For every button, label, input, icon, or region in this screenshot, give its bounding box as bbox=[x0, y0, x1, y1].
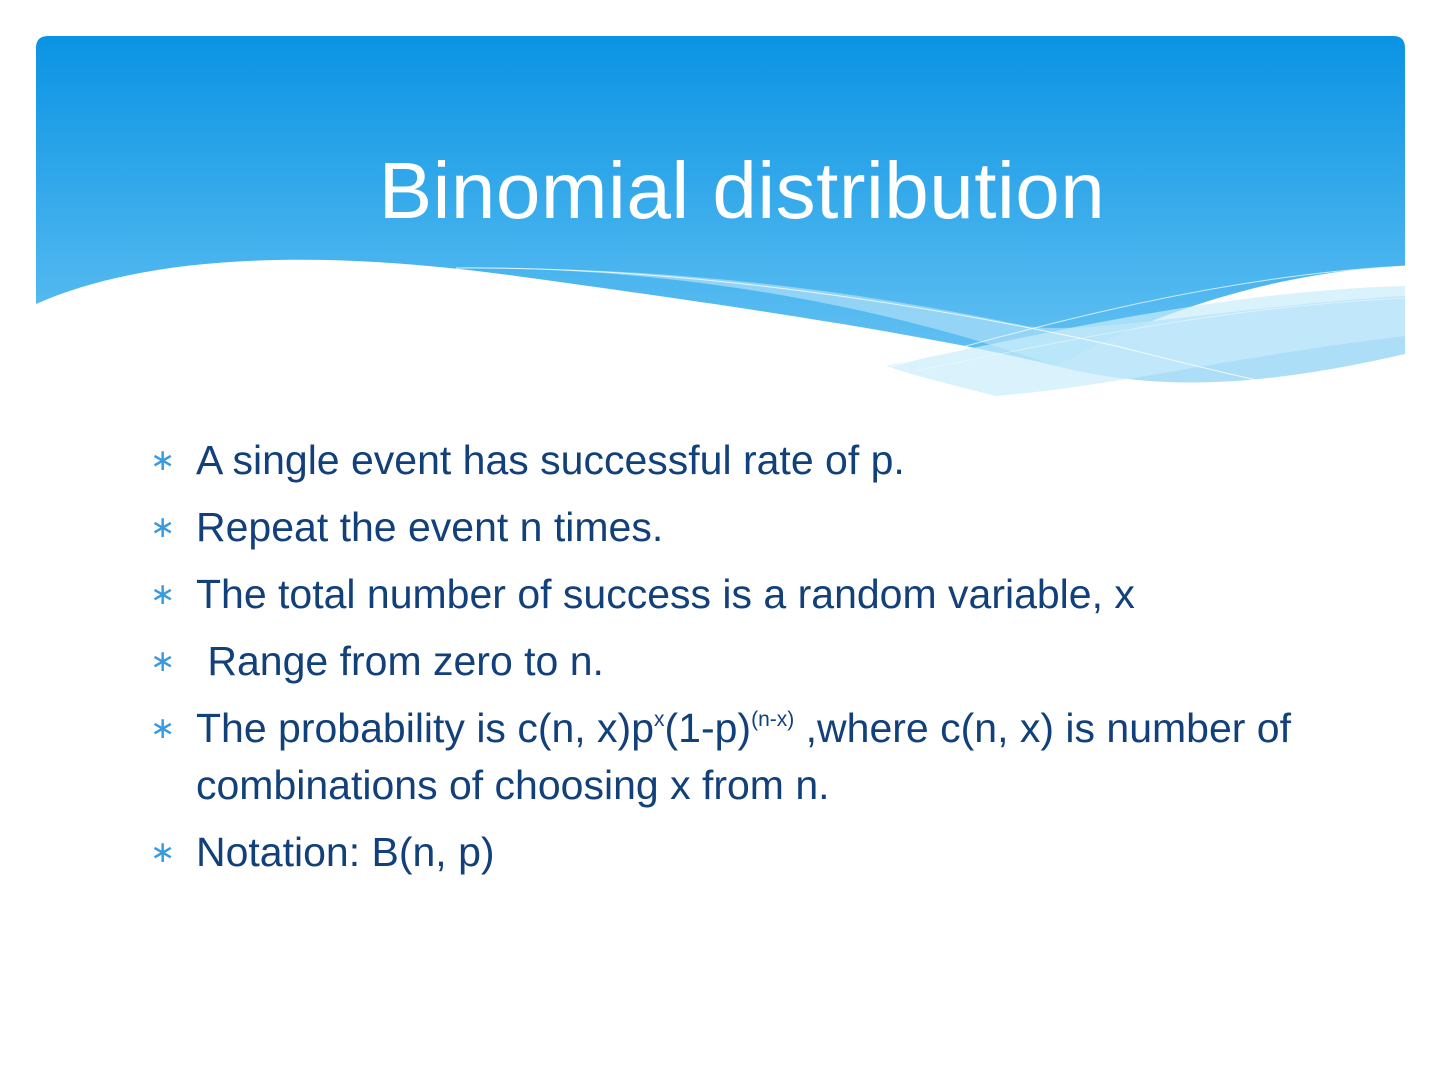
formula-superscript-x: x bbox=[654, 708, 665, 731]
bullet-item bbox=[150, 633, 1330, 690]
asterisk-bullet-icon: ∗ bbox=[150, 443, 176, 478]
bullet-item bbox=[150, 824, 1330, 881]
bullet-item bbox=[150, 499, 1330, 556]
asterisk-bullet-icon: ∗ bbox=[150, 644, 176, 679]
asterisk-bullet-icon: ∗ bbox=[150, 835, 176, 870]
bullet-item-formula bbox=[150, 700, 1330, 814]
bullet-text: Notation: B(n, p) bbox=[196, 829, 495, 875]
asterisk-bullet-icon: ∗ bbox=[150, 577, 176, 612]
bullet-text: A single event has successful rate of p. bbox=[196, 437, 905, 483]
bullet-text: Range from zero to n. bbox=[196, 638, 604, 684]
slide-title: Binomial distribution bbox=[378, 146, 1106, 235]
asterisk-bullet-icon: ∗ bbox=[150, 711, 176, 746]
header-banner bbox=[36, 36, 1405, 406]
formula-text-part-3: ,where c(n, x) is number of combinations of choosing x from n. bbox=[196, 705, 1291, 808]
bullet-list bbox=[150, 432, 1330, 891]
formula-text-part-2: (1-p) bbox=[664, 705, 752, 751]
bullet-item bbox=[150, 566, 1330, 623]
asterisk-bullet-icon: ∗ bbox=[150, 510, 176, 545]
bullet-item bbox=[150, 432, 1330, 489]
bullet-text: The total number of success is a random variable, x bbox=[196, 571, 1135, 617]
bullet-text: Repeat the event n times. bbox=[196, 504, 664, 550]
formula-superscript-n-minus-x: (n-x) bbox=[751, 708, 795, 731]
formula-text-part-1: The probability is c(n, x)p bbox=[196, 705, 655, 751]
